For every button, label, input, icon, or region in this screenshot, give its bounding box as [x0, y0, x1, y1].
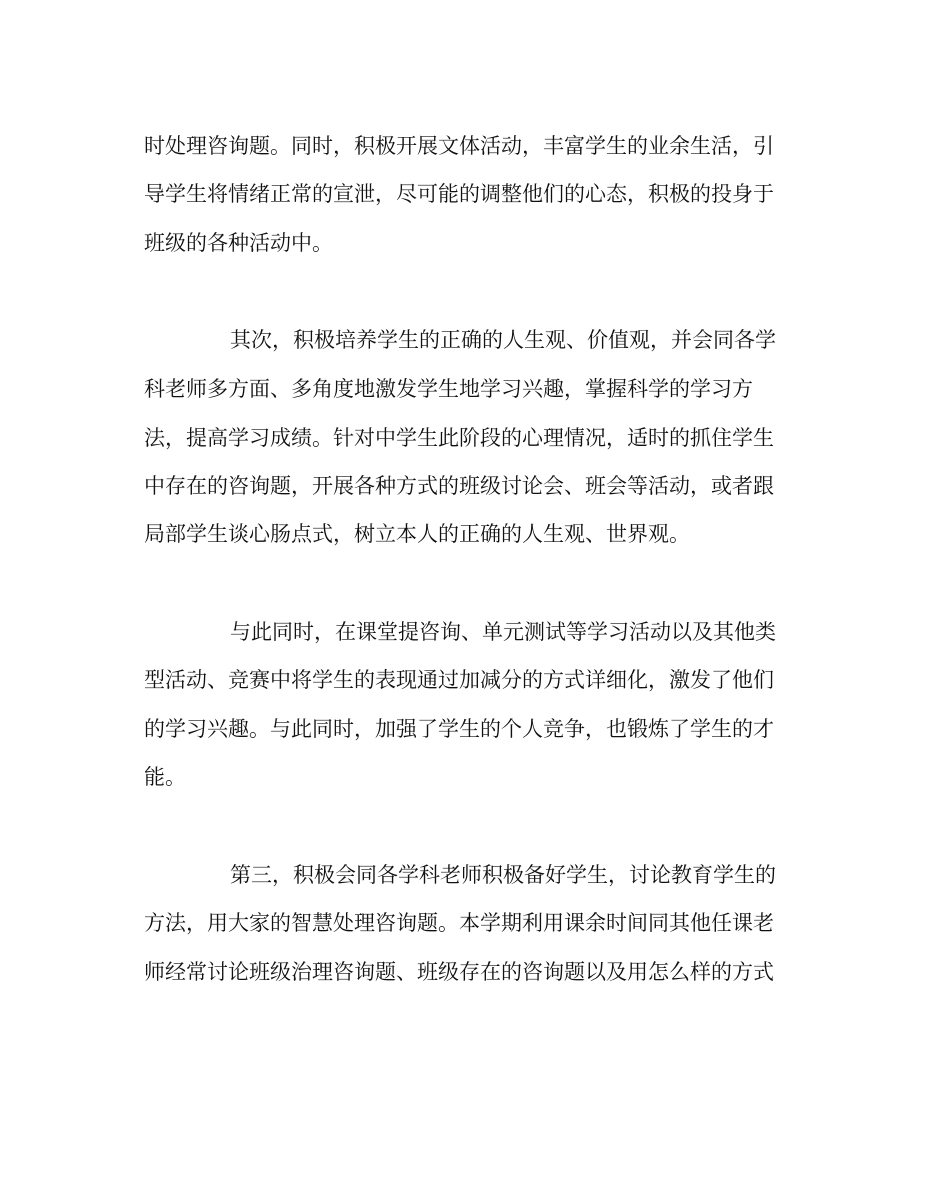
- paragraph-line: 师经常讨论班级治理咨询题、班级存在的咨询题以及用怎么样的方式: [144, 960, 774, 984]
- paragraph-line: 与此同时，在课堂提咨询、单元测试等学习活动以及其他类: [230, 620, 776, 644]
- paragraph-line: 法，提高学习成绩。针对中学生此阶段的心理情况，适时的抓住学生: [144, 426, 774, 450]
- paragraph-line: 能。: [144, 765, 186, 789]
- paragraph-line: 的学习兴趣。与此同时，加强了学生的个人竞争，也锻炼了学生的才: [144, 717, 774, 741]
- paragraph-line: 中存在的咨询题，开展各种方式的班级讨论会、班会等活动，或者跟: [144, 474, 774, 498]
- paragraph-line: 第三，积极会同各学科老师积极备好学生，讨论教育学生的: [230, 863, 776, 887]
- paragraph-line: 班级的各种活动中。: [144, 231, 333, 255]
- paragraph-line: 型活动、竞赛中将学生的表现通过加减分的方式详细化，激发了他们: [144, 668, 774, 692]
- paragraph-line: 其次，积极培养学生的正确的人生观、价值观，并会同各学: [230, 328, 776, 352]
- paragraph-line: 导学生将情绪正常的宣泄，尽可能的调整他们的心态，积极的投身于: [144, 182, 774, 206]
- paragraph-line: 局部学生谈心肠点式，树立本人的正确的人生观、世界观。: [144, 522, 690, 546]
- paragraph-line: 方法，用大家的智慧处理咨询题。本学期利用课余时间同其他任课老: [144, 911, 774, 935]
- paragraph-line: 科老师多方面、多角度地激发学生地学习兴趣，掌握科学的学习方: [144, 377, 753, 401]
- paragraph-line: 时处理咨询题。同时，积极开展文体活动，丰富学生的业余生活，引: [144, 134, 774, 158]
